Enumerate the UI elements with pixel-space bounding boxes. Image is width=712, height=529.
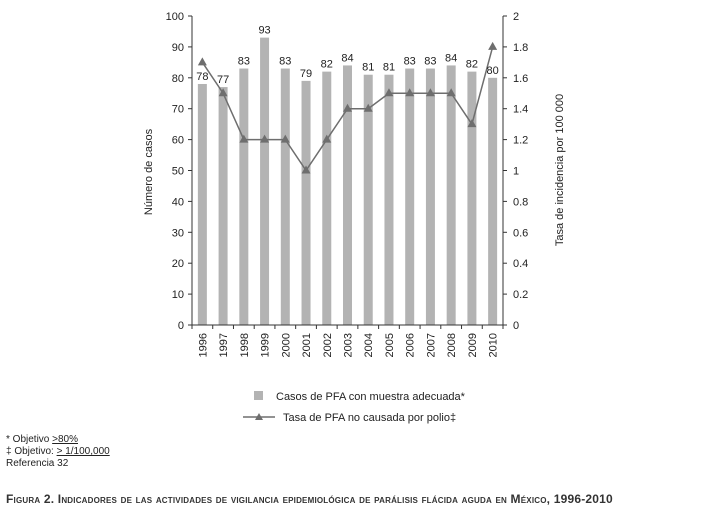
rate-point-1996: [198, 57, 207, 65]
bar-value-label-2006: 83: [403, 55, 416, 68]
bar-value-label-2004: 81: [362, 61, 375, 74]
x-tick-label-2006: 2006: [404, 333, 417, 358]
y-left-tick-label: 30: [171, 227, 184, 240]
x-tick-label-2002: 2002: [321, 333, 334, 358]
x-tick-label-2009: 2009: [466, 333, 479, 358]
bar-value-label-1999: 93: [258, 24, 271, 37]
bar-2005: [384, 75, 393, 325]
y-right-tick-label: 0: [513, 320, 520, 332]
footnote-objective-2: ‡ Objetivo: > 1/100,000: [6, 446, 110, 457]
bar-value-label-2007: 83: [424, 55, 437, 68]
bar-value-label-1997: 77: [216, 74, 230, 87]
bar-1996: [198, 84, 207, 325]
bar-1999: [260, 38, 269, 325]
y-left-tick-label: 70: [171, 103, 184, 116]
y-left-tick-label: 10: [171, 289, 184, 302]
y-left-tick-label: 50: [171, 165, 184, 178]
bar-1998: [239, 69, 248, 325]
footnotes: [6, 434, 110, 470]
y-axis-left-title: Número de casos: [143, 128, 155, 216]
y-left-tick-label: 0: [177, 320, 184, 332]
bar-value-label-2002: 82: [320, 58, 333, 71]
bar-2007: [426, 69, 435, 325]
y-right-tick-label: 0.4: [513, 258, 529, 271]
bar-value-label-2008: 84: [445, 52, 458, 65]
y-right-tick-label: 1.4: [513, 103, 529, 116]
y-right-tick-label: 0.2: [513, 289, 529, 302]
bar-2002: [322, 72, 331, 325]
y-axis-right-title: Tasa de incidencia por 100 000: [554, 93, 566, 247]
x-tick-label-2004: 2004: [363, 333, 376, 358]
y-right-tick-label: 1.8: [513, 41, 529, 54]
y-left-tick-label: 60: [171, 134, 184, 147]
rate-point-2010: [488, 42, 497, 50]
bar-2008: [447, 65, 456, 325]
y-right-tick-label: 1: [513, 165, 520, 178]
bar-value-label-2010: 80: [486, 64, 499, 77]
y-right-tick-label: 0.6: [513, 227, 529, 240]
bar-value-label-1998: 83: [237, 55, 250, 68]
x-tick-label-2007: 2007: [425, 333, 438, 358]
y-left-tick-label: 90: [171, 41, 184, 54]
y-left-tick-label: 40: [171, 196, 184, 209]
legend: [243, 391, 466, 424]
y-left-tick-label: 20: [171, 258, 184, 271]
x-tick-label-1997: 1997: [218, 333, 231, 358]
bar-value-label-2001: 79: [299, 67, 313, 80]
bar-value-label-2000: 83: [279, 55, 292, 68]
x-tick-label-2000: 2000: [280, 333, 293, 358]
y-right-tick-label: 0.8: [513, 196, 529, 209]
y-right-tick-label: 2: [513, 11, 520, 23]
x-tick-label-2001: 2001: [301, 333, 314, 358]
y-left-tick-label: 80: [171, 72, 184, 85]
legend-bar-label: Casos de PFA con muestra adecuada*: [276, 391, 465, 403]
y-left-tick-label: 100: [165, 11, 184, 23]
y-right-tick-label: 1.6: [513, 72, 529, 85]
bar-2000: [281, 69, 290, 325]
bar-2004: [364, 75, 373, 325]
x-tick-label-1998: 1998: [238, 333, 251, 358]
x-tick-label-1999: 1999: [259, 333, 272, 358]
bar-2006: [405, 69, 414, 325]
x-tick-label-2003: 2003: [342, 333, 355, 358]
legend-line-label: Tasa de PFA no causada por polio‡: [283, 412, 457, 424]
x-tick-label-2010: 2010: [487, 332, 500, 358]
y-right-tick-label: 1.2: [513, 134, 529, 147]
x-tick-label-2008: 2008: [446, 333, 459, 358]
legend-bar-swatch: [254, 391, 263, 400]
bar-value-label-2005: 81: [382, 61, 396, 74]
figure-caption: Figura 2. Indicadores de las actividades de vigilancia epidemiológica de parálisis flácida aguda en México, 1996-2010: [6, 492, 613, 506]
bars-layer: [198, 38, 497, 325]
bar-2010: [488, 78, 497, 325]
bar-value-label-1996: 78: [196, 70, 209, 83]
bar-value-label-2003: 84: [341, 52, 354, 65]
footnote-objective-1: * Objetivo >80%: [6, 434, 78, 445]
x-tick-label-2005: 2005: [383, 333, 396, 358]
x-tick-label-1996: 1996: [197, 333, 210, 358]
bar-2001: [302, 81, 311, 325]
objective-1-value: >80%: [52, 434, 78, 445]
bar-1997: [219, 87, 228, 325]
bar-value-label-2009: 82: [465, 58, 479, 71]
footnote-reference: Referencia 32: [6, 458, 69, 469]
objective-2-value: > 1/100,000: [56, 446, 110, 457]
